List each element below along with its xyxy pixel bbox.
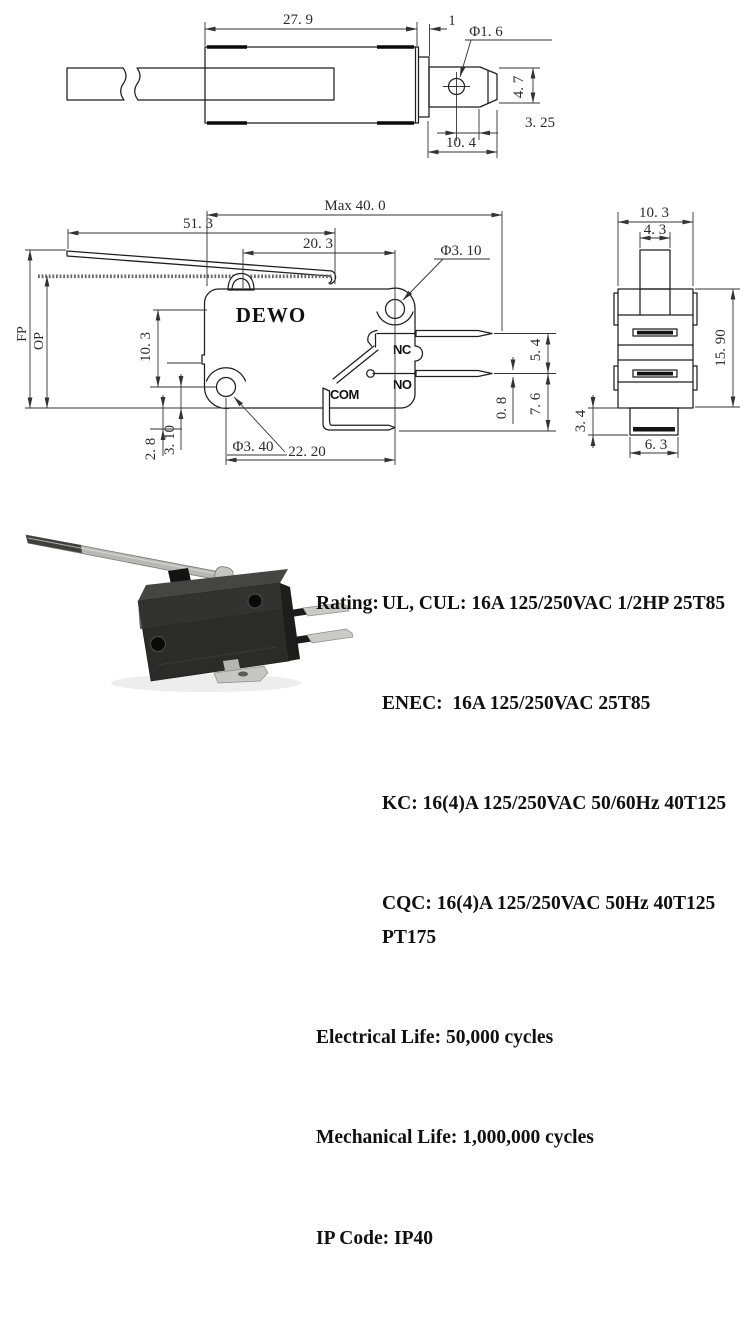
nc-label: NC — [393, 342, 411, 357]
dim-side-pin-drop: 7. 6 — [528, 392, 544, 416]
technical-drawing — [0, 0, 750, 510]
brand-logo: DEWO — [235, 303, 307, 327]
dim-top-terminal-length: 10. 4 — [446, 135, 476, 151]
spec-rating-ul: UL, CUL: 16A 125/250VAC 1/2HP 25T85 — [382, 592, 726, 614]
dim-side-hole-to-bottom: 3. 10 — [162, 425, 178, 455]
spec-rating-label: Rating: — [316, 592, 379, 614]
dim-side-bottom-hole-dia: Φ3. 40 — [232, 439, 274, 455]
spec-rating-kc: KC: 16(4)A 125/250VAC 50/60Hz 40T125 — [382, 793, 727, 815]
side-view — [15, 198, 556, 465]
spec-ip-code: IP Code: IP40 — [316, 1227, 433, 1249]
nc-terminal-pin — [416, 331, 492, 337]
specifications — [316, 520, 746, 1322]
dim-top-hole-offset: 3. 25 — [525, 115, 555, 131]
dim-side-op: OP — [32, 332, 47, 350]
photo-lever-tip — [26, 535, 82, 553]
com-label: COM — [330, 387, 359, 402]
dim-end-terminal-drop: 3. 4 — [573, 409, 589, 433]
no-label: NO — [393, 377, 412, 392]
dim-side-plunger-offset: 20. 3 — [303, 236, 333, 252]
dim-end-plunger-width: 4. 3 — [643, 222, 667, 238]
end-view — [573, 205, 740, 458]
dim-side-pin-thickness: 0. 8 — [494, 396, 510, 420]
top-view — [67, 12, 555, 158]
dim-end-body-width: 10. 3 — [639, 205, 669, 221]
dim-side-mount-pitch: 22. 20 — [288, 444, 326, 460]
spec-mechanical-life: Mechanical Life: 1,000,000 cycles — [316, 1127, 594, 1149]
dim-top-step: 1 — [448, 13, 456, 29]
dim-end-body-height: 15. 90 — [713, 329, 729, 367]
dim-side-max-length: Max 40. 0 — [324, 198, 386, 214]
dim-side-com-drop: 2. 8 — [143, 437, 159, 461]
mounting-hole-bottom — [217, 378, 236, 397]
dim-top-hole-dia: Φ1. 6 — [469, 24, 503, 40]
dim-top-width: 27. 9 — [283, 12, 313, 28]
spec-rating-row — [316, 587, 746, 620]
no-terminal-pin — [416, 371, 492, 377]
dim-side-lever-length: 51. 3 — [183, 216, 213, 232]
spec-rating-cqc: CQC: 16(4)A 125/250VAC 50Hz 40T125 PT175 — [382, 893, 721, 948]
dim-side-fp: FP — [15, 326, 30, 342]
spec-electrical-life: Electrical Life: 50,000 cycles — [316, 1027, 554, 1049]
dim-end-terminal-width: 6. 3 — [644, 437, 668, 453]
spec-rating-enec: ENEC: 16A 125/250VAC 25T85 — [382, 693, 651, 715]
dim-side-hole-spacing: 10. 3 — [138, 332, 154, 362]
product-photo — [16, 513, 336, 713]
dim-side-pin-gap: 5. 4 — [528, 338, 544, 362]
dim-top-terminal-height: 4. 7 — [511, 75, 527, 99]
dim-side-top-hole-dia: Φ3. 10 — [440, 243, 482, 259]
